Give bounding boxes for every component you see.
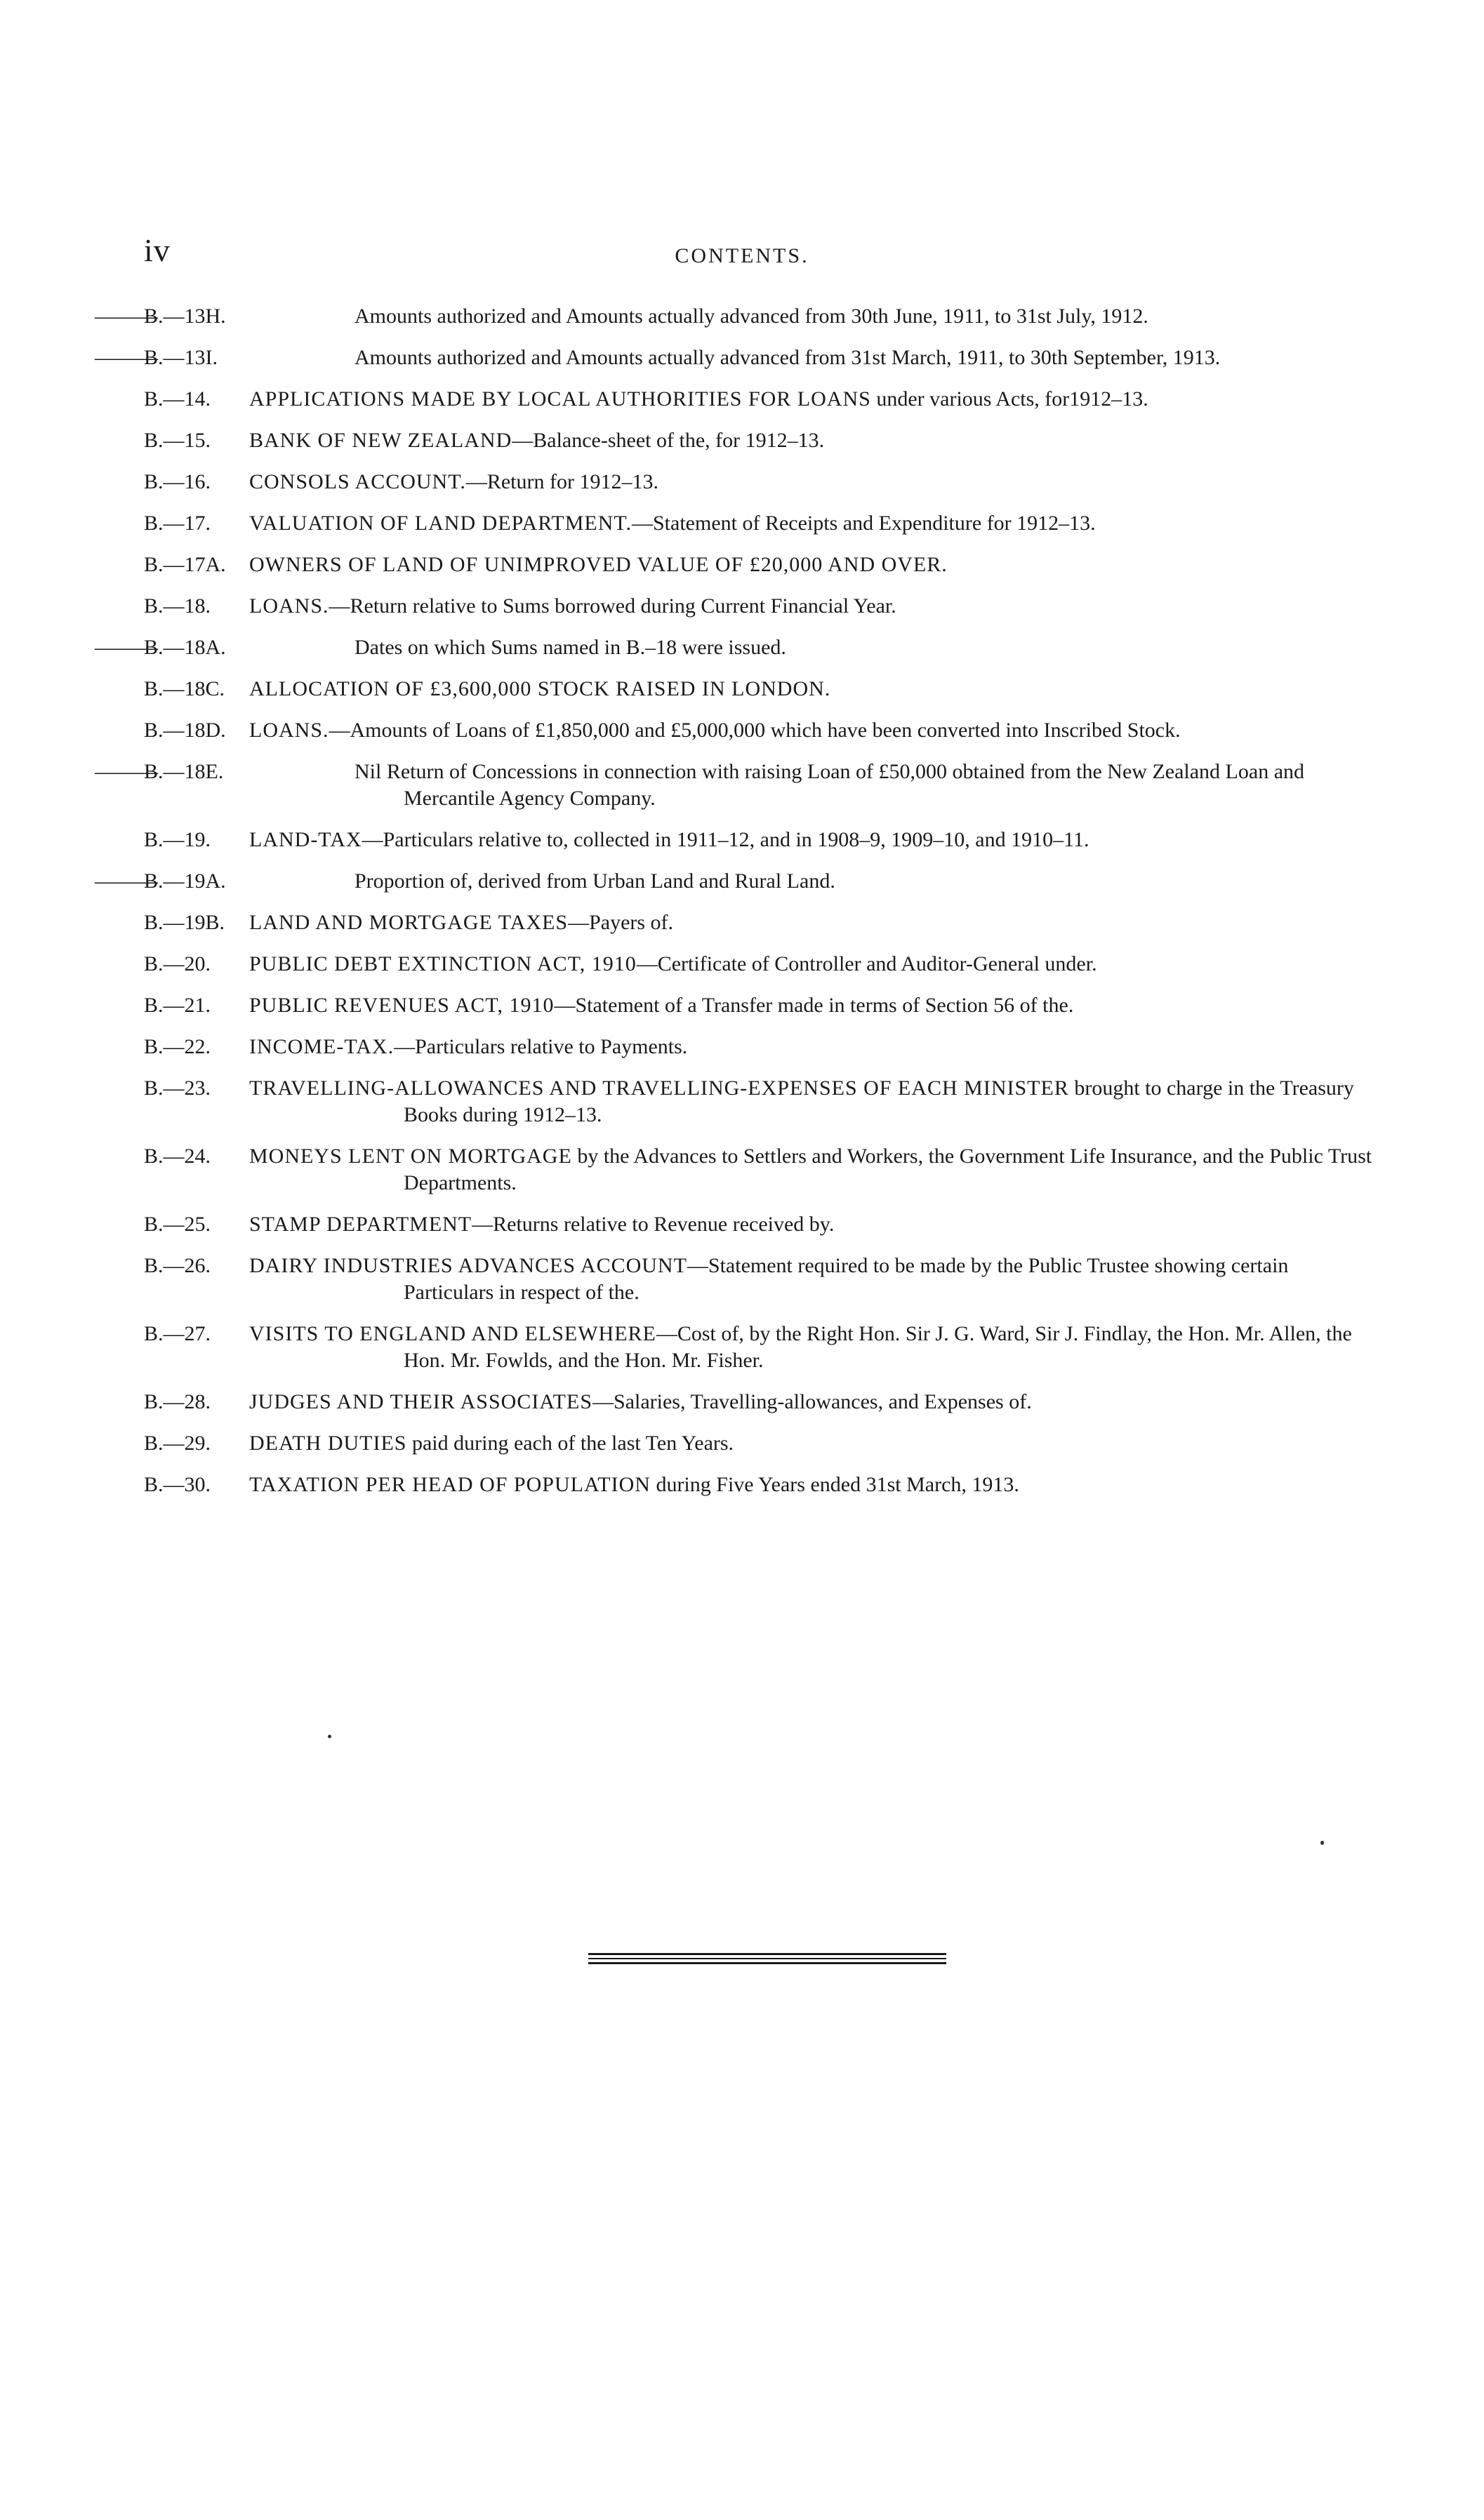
entry-description <box>249 1430 1376 1457</box>
entry-text: —Payers of. <box>568 911 674 934</box>
entry-heading: OWNERS OF LAND OF UNIMPROVED VALUE OF £20,000 AND OVER. <box>249 553 948 576</box>
entry-code: B.—20. <box>144 952 211 975</box>
entry-text: —Statement of a Transfer made in terms of Section 56 of the. <box>554 994 1074 1017</box>
entry-text: paid during each of the last Ten Years. <box>411 1432 734 1455</box>
contents-entry <box>144 1321 1376 1374</box>
entry-heading: ALLOCATION OF £3,600,000 STOCK RAISED IN LONDON. <box>249 677 831 700</box>
contents-entry <box>95 303 1376 330</box>
entry-heading: DAIRY INDUSTRIES ADVANCES ACCOUNT <box>249 1254 687 1277</box>
contents-entry <box>144 951 1376 978</box>
entry-description <box>249 1143 1376 1196</box>
entry-code: B.—19. <box>144 828 211 851</box>
entry-description <box>249 827 1376 853</box>
contents-entry <box>95 759 1376 812</box>
contents-list <box>95 303 1376 1513</box>
entry-code: B.—18D. <box>144 719 226 742</box>
entry-code: B.—19A. <box>144 869 226 893</box>
entry-code: B.—22. <box>144 1035 211 1058</box>
contents-entry <box>144 593 1376 620</box>
entry-code: B.—28. <box>144 1390 211 1413</box>
contents-entry <box>144 1211 1376 1238</box>
contents-entry <box>95 634 1376 661</box>
entry-text: during Five Years ended 31st March, 1913. <box>656 1473 1019 1496</box>
contents-entry <box>144 827 1376 853</box>
entry-description <box>249 386 1376 413</box>
entry-code: B.—26. <box>144 1254 211 1277</box>
closing-rule <box>588 1953 946 1967</box>
entry-code: B.—23. <box>144 1076 211 1100</box>
entry-text: Dates on which Sums named in B.–18 were issued. <box>355 636 786 659</box>
entry-code: B.—13H. <box>144 305 226 328</box>
entry-code: B.—13I. <box>144 346 218 369</box>
entry-text: —Cost of, by the Right Hon. Sir J. G. Ward, Sir J. Findlay, the Hon. Mr. Allen, the Hon. Mr. Fowlds, and the Hon. Mr. Fisher. <box>404 1322 1352 1372</box>
entry-text: —Amounts of Loans of £1,850,000 and £5,000,000 which have been converted into Inscribed Stock. <box>329 719 1181 742</box>
entry-text: —Return for 1912–13. <box>465 470 658 493</box>
entry-code: B.—25. <box>144 1213 211 1236</box>
contents-entry <box>144 676 1376 702</box>
contents-entry <box>144 1143 1376 1196</box>
entry-heading: CONSOLS ACCOUNT. <box>249 470 466 493</box>
entry-code: B.—19B. <box>144 911 225 934</box>
entry-code: B.—17. <box>144 512 211 535</box>
contents-entry <box>144 909 1376 936</box>
entry-heading: LOANS. <box>249 594 329 618</box>
entry-description <box>249 469 1376 495</box>
contents-entry <box>144 1075 1376 1128</box>
entry-text: Amounts authorized and Amounts actually advanced from 31st March, 1911, to 30th September, 1913. <box>355 346 1221 369</box>
entry-heading: LOANS. <box>249 719 329 742</box>
entry-code: B.—18. <box>144 594 211 618</box>
ditto-dash: ——— <box>95 869 158 893</box>
contents-entry <box>144 552 1376 578</box>
entry-description <box>249 510 1376 537</box>
entry-description <box>249 676 1376 702</box>
contents-entry <box>144 469 1376 495</box>
entry-text: under various Acts, for1912–13. <box>876 387 1148 411</box>
entry-heading: STAMP DEPARTMENT <box>249 1213 472 1236</box>
contents-entry <box>144 1253 1376 1306</box>
entry-code: B.—18E. <box>144 760 224 783</box>
entry-description <box>249 717 1376 744</box>
contents-entry <box>144 992 1376 1019</box>
contents-entry <box>144 1389 1376 1415</box>
ditto-dash: ——— <box>95 636 158 659</box>
entry-description <box>249 1389 1376 1415</box>
entry-heading: TAXATION PER HEAD OF POPULATION <box>249 1473 651 1496</box>
rule-line <box>588 1958 946 1959</box>
entry-description <box>249 593 1376 620</box>
entry-text: —Particulars relative to Payments. <box>394 1035 688 1058</box>
print-speck <box>328 1735 331 1738</box>
ditto-dash: ——— <box>95 760 158 783</box>
entry-description <box>249 951 1376 978</box>
entry-text: —Statement of Receipts and Expenditure for 1912–13. <box>632 512 1096 535</box>
entry-description <box>249 1472 1376 1498</box>
contents-entry <box>144 717 1376 744</box>
rule-line <box>588 1953 946 1955</box>
contents-entry <box>144 427 1376 454</box>
entry-heading: VALUATION OF LAND DEPARTMENT. <box>249 512 632 535</box>
entry-text: —Return relative to Sums borrowed during Current Financial Year. <box>329 594 896 618</box>
rule-line <box>588 1962 946 1964</box>
entry-text: Proportion of, derived from Urban Land and Rural Land. <box>355 869 835 893</box>
print-speck <box>1320 1841 1324 1845</box>
entry-code: B.—15. <box>144 429 211 452</box>
contents-entry <box>144 1034 1376 1060</box>
entry-text: —Balance-sheet of the, for 1912–13. <box>512 429 825 452</box>
entry-code: B.—24. <box>144 1145 211 1168</box>
entry-heading: DEATH DUTIES <box>249 1432 407 1455</box>
entry-text: —Salaries, Travelling-allowances, and Expenses of. <box>592 1390 1032 1413</box>
contents-entry <box>144 510 1376 537</box>
entry-heading: JUDGES AND THEIR ASSOCIATES <box>249 1390 593 1413</box>
entry-description <box>249 552 1376 578</box>
entry-heading: MONEYS LENT ON MORTGAGE <box>249 1145 572 1168</box>
entry-code: B.—30. <box>144 1473 211 1496</box>
entry-description <box>249 1034 1376 1060</box>
entry-description <box>249 909 1376 936</box>
entry-description <box>249 427 1376 454</box>
entry-code: B.—17A. <box>144 553 226 576</box>
entry-code: B.—16. <box>144 470 211 493</box>
entry-heading: PUBLIC REVENUES ACT, 1910 <box>249 994 555 1017</box>
entry-heading: VISITS TO ENGLAND AND ELSEWHERE <box>249 1322 656 1345</box>
entry-heading: LAND AND MORTGAGE TAXES <box>249 911 569 934</box>
entry-description <box>249 1075 1376 1128</box>
entry-heading: INCOME-TAX. <box>249 1035 395 1058</box>
entry-code: B.—29. <box>144 1432 211 1455</box>
entry-code: B.—18C. <box>144 677 225 700</box>
entry-code: B.—27. <box>144 1322 211 1345</box>
entry-heading: LAND-TAX <box>249 828 362 851</box>
entry-code: B.—14. <box>144 387 211 411</box>
entry-code: B.—18A. <box>144 636 226 659</box>
entry-text: —Certificate of Controller and Auditor-General under. <box>636 952 1097 975</box>
entry-text: brought to charge in the Treasury Books during 1912–13. <box>404 1076 1354 1126</box>
ditto-dash: ——— <box>95 305 158 328</box>
entry-code: B.—21. <box>144 994 211 1017</box>
entry-description <box>249 1211 1376 1238</box>
contents-entry <box>144 1472 1376 1498</box>
entry-text: Amounts authorized and Amounts actually advanced from 30th June, 1911, to 31st July, 1912. <box>355 305 1148 328</box>
entry-text: —Statement required to be made by the Public Trustee showing certain Particulars in respect of the. <box>404 1254 1289 1304</box>
page-number: iv <box>144 232 171 268</box>
contents-entry <box>95 345 1376 371</box>
contents-entry <box>144 386 1376 413</box>
entry-text: by the Advances to Settlers and Workers, the Government Life Insurance, and the Public Trust Departments. <box>404 1145 1372 1194</box>
entry-heading: TRAVELLING-ALLOWANCES AND TRAVELLING-EXPENSES OF EACH MINISTER <box>249 1076 1069 1100</box>
contents-entry <box>144 1430 1376 1457</box>
entry-text: —Returns relative to Revenue received by. <box>472 1213 835 1236</box>
ditto-dash: ——— <box>95 346 158 369</box>
entry-heading: BANK OF NEW ZEALAND <box>249 429 512 452</box>
entry-heading: PUBLIC DEBT EXTINCTION ACT, 1910 <box>249 952 637 975</box>
entry-description <box>249 992 1376 1019</box>
entry-text: —Particulars relative to, collected in 1911–12, and in 1908–9, 1909–10, and 1910–11. <box>362 828 1089 851</box>
entry-description <box>249 1321 1376 1374</box>
page-title: CONTENTS. <box>675 244 809 267</box>
entry-text: Nil Return of Concessions in connection with raising Loan of £50,000 obtained from the New Zealand Loan and Mercantile Agency Company. <box>355 760 1305 810</box>
entry-description <box>249 1253 1376 1306</box>
contents-entry <box>95 868 1376 895</box>
entry-heading: APPLICATIONS MADE BY LOCAL AUTHORITIES FOR LOANS <box>249 387 871 411</box>
